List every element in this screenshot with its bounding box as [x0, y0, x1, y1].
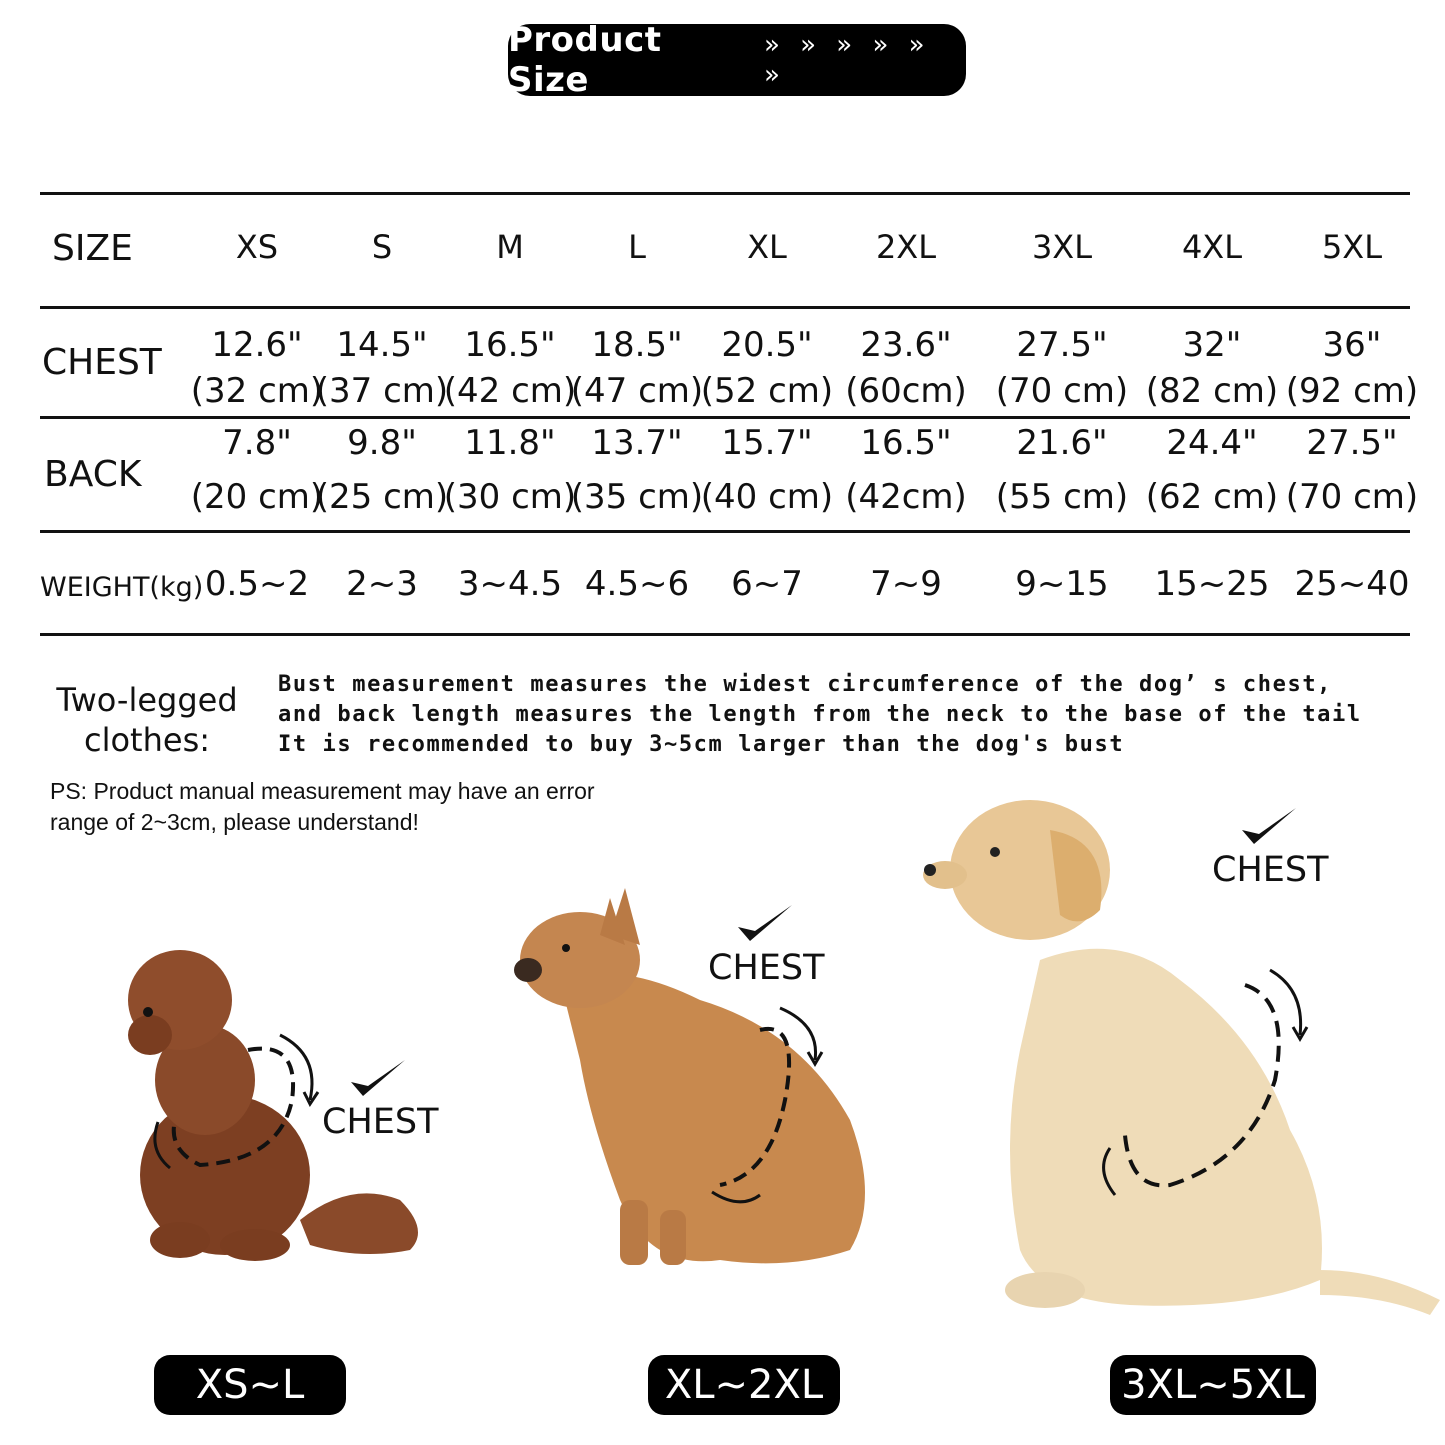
chest-cm-cell-8: (92 cm) — [1285, 371, 1419, 411]
chest-cm-cell-7: (82 cm) — [1145, 371, 1279, 411]
chest-inch-cell-6: 27.5" — [1016, 325, 1108, 365]
chest-inch-cell-1: 14.5" — [336, 325, 428, 365]
weight-cell-0: 0.5~2 — [204, 564, 310, 604]
chest-cm-cell-4: (52 cm) — [700, 371, 834, 411]
size-header-cell-4: XL — [747, 228, 787, 266]
table-rule-top — [40, 192, 1410, 195]
weight-cell-3: 4.5~6 — [584, 564, 690, 604]
notes-line-3: It is recommended to buy 3~5cm larger than the dog's bust — [278, 732, 1125, 757]
notes-title-line2: clothes: — [83, 721, 211, 759]
size-header-cell-7: 4XL — [1181, 228, 1243, 266]
chest-row-label: CHEST — [42, 342, 162, 383]
chest-inch-cell-0: 12.6" — [211, 325, 303, 365]
size-header-cell-5: 2XL — [875, 228, 937, 266]
range-badge-large: 3XL~5XL — [1110, 1355, 1316, 1415]
chest-inch-cell-4: 20.5" — [721, 325, 813, 365]
weight-cell-1: 2~3 — [346, 564, 418, 604]
back-cm-cell-4: (40 cm) — [700, 477, 834, 517]
poodle-chest-label: CHEST — [322, 1102, 439, 1142]
back-cm-cell-3: (35 cm) — [570, 477, 704, 517]
weight-cell-5: 7~9 — [870, 564, 942, 604]
weight-row-label: WEIGHT(kg) — [40, 572, 204, 603]
table-rule-bottom — [40, 633, 1410, 636]
back-inch-cell-6: 21.6" — [1016, 423, 1108, 463]
size-header-cell-1: S — [371, 228, 393, 266]
notes-text — [278, 670, 1362, 760]
check-icon — [351, 1060, 405, 1096]
back-cm-cell-0: (20 cm) — [190, 477, 324, 517]
chevrons-icon: » » » » » » — [763, 30, 931, 90]
chest-cm-cell-1: (37 cm) — [315, 371, 449, 411]
back-inch-cell-8: 27.5" — [1306, 423, 1398, 463]
weight-cell-4: 6~7 — [731, 564, 803, 604]
chest-cm-cell-5: (60cm) — [845, 371, 967, 411]
notes-line-2: and back length measures the length from the neck to the base of the tail — [278, 702, 1362, 727]
size-row-label: SIZE — [52, 228, 133, 269]
chest-cm-cell-2: (42 cm) — [443, 371, 577, 411]
table-rule-2 — [40, 416, 1410, 419]
size-header-cell-3: L — [628, 228, 646, 266]
size-header-cell-6: 3XL — [1031, 228, 1093, 266]
bulldog-dog-image — [514, 888, 865, 1265]
back-inch-cell-0: 7.8" — [222, 423, 292, 463]
weight-cell-2: 3~4.5 — [457, 564, 563, 604]
range-badge-medium: XL~2XL — [648, 1355, 840, 1415]
retriever-chest-label: CHEST — [1212, 850, 1329, 890]
product-size-header — [508, 20, 966, 100]
size-header-cell-2: M — [496, 228, 524, 266]
size-header-cell-0: XS — [235, 228, 279, 266]
ps-line-1: PS: Product manual measurement may have an error — [50, 778, 595, 804]
back-cm-cell-2: (30 cm) — [443, 477, 577, 517]
notes-line-1: Bust measurement measures the widest circumference of the dog’ s chest, — [278, 672, 1333, 697]
table-rule-1 — [40, 306, 1410, 309]
ps-line-2: range of 2~3cm, please understand! — [50, 809, 419, 835]
chest-cm-cell-6: (70 cm) — [995, 371, 1129, 411]
notes-title-line1: Two-legged — [56, 681, 238, 719]
chest-inch-cell-2: 16.5" — [464, 325, 556, 365]
weight-cell-8: 25~40 — [1294, 564, 1410, 604]
chest-cm-cell-0: (32 cm) — [190, 371, 324, 411]
check-icon — [738, 905, 792, 941]
back-cm-cell-6: (55 cm) — [995, 477, 1129, 517]
notes-title — [52, 680, 242, 760]
range-badge-small: XS~L — [154, 1355, 346, 1415]
table-rule-3 — [40, 530, 1410, 533]
back-inch-cell-3: 13.7" — [591, 423, 683, 463]
weight-cell-6: 9~15 — [1015, 564, 1109, 604]
back-inch-cell-4: 15.7" — [721, 423, 813, 463]
chest-inch-cell-5: 23.6" — [860, 325, 952, 365]
bulldog-chest-label: CHEST — [708, 948, 825, 988]
back-cm-cell-7: (62 cm) — [1145, 477, 1279, 517]
weight-cell-7: 15~25 — [1154, 564, 1270, 604]
check-icon — [1242, 808, 1296, 844]
back-cm-cell-8: (70 cm) — [1285, 477, 1419, 517]
back-inch-cell-1: 9.8" — [347, 423, 417, 463]
chest-inch-cell-3: 18.5" — [591, 325, 683, 365]
chest-inch-cell-8: 36" — [1322, 325, 1382, 365]
back-inch-cell-5: 16.5" — [860, 423, 952, 463]
chest-inch-cell-7: 32" — [1182, 325, 1242, 365]
header-title: Product Size — [508, 20, 662, 100]
retriever-dog-image — [923, 800, 1440, 1315]
back-inch-cell-7: 24.4" — [1166, 423, 1258, 463]
back-inch-cell-2: 11.8" — [464, 423, 556, 463]
back-cm-cell-5: (42cm) — [845, 477, 967, 517]
size-header-cell-8: 5XL — [1321, 228, 1383, 266]
back-row-label: BACK — [44, 454, 142, 495]
back-cm-cell-1: (25 cm) — [315, 477, 449, 517]
chest-cm-cell-3: (47 cm) — [570, 371, 704, 411]
